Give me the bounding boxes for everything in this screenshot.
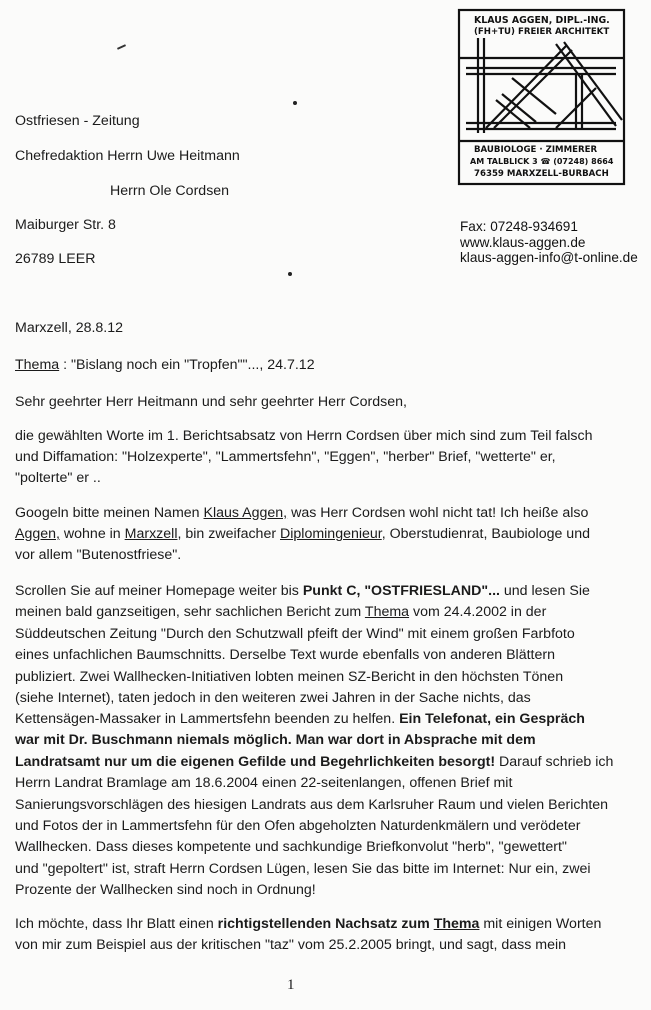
text: , bin zweifacher (177, 526, 280, 542)
underlined-text: Marxzell (124, 526, 178, 542)
recipient-line: 26789 LEER (15, 251, 96, 267)
scan-dot (288, 272, 292, 276)
logo-name: KLAUS AGGEN, DIPL.-ING. (474, 15, 610, 26)
fax-number: Fax: 07248-934691 (460, 219, 578, 234)
paragraph-line: vor allem "Butenostfriese". (15, 547, 182, 563)
page-number: 1 (287, 977, 295, 993)
paragraph-line: Prozente der Wallhecken sind noch in Ordnung! (15, 882, 316, 898)
paragraph-line: eines unfachlichen Baumschnitts. Derselbe Text wurde ebenfalls von anderen Blättern (15, 647, 555, 663)
subject-label: Thema (15, 357, 60, 373)
paragraph-line (15, 581, 590, 603)
paragraph-line: publiziert. Zwei Wallhecken-Initiativen lobten meinen SZ-Bericht in den höchsten Tönen (15, 669, 564, 685)
website: www.klaus-aggen.de (460, 235, 586, 250)
text: was Herr Cordsen wohl nicht tat! Ich heiße also (287, 505, 589, 521)
paragraph-line: war mit Dr. Buschmann niemals möglich. Man war dort in Absprache mit dem (15, 732, 536, 748)
place-date: Marxzell, 28.8.12 (15, 320, 124, 336)
logo-address: AM TALBLICK 3 ☎ (07248) 8664 (470, 157, 614, 166)
recipient-line: Ostfriesen - Zeitung (15, 113, 140, 129)
bold-text: Landratsamt nur um die eigenen Gefilde und Begehrlichkeiten besorgt! (15, 754, 496, 770)
paragraph-line: Süddeutschen Zeitung "Durch den Schutzwall pfeift der Wind" mit einem großen Farbfoto (15, 626, 575, 642)
paragraph-line (15, 914, 601, 936)
text: Scrollen Sie auf meiner Homepage weiter bis (15, 583, 303, 599)
salutation: Sehr geehrter Herr Heitmann und sehr geehrter Herr Cordsen, (15, 394, 407, 410)
paragraph-line (15, 709, 585, 731)
paragraph-line (15, 503, 588, 525)
paragraph-line: von mir zum Beispiel aus der kritischen "taz" vom 25.2.2005 bringt, und sagt, dass mein (15, 937, 567, 953)
bold-text: Ein Telefonat, ein Gespräch (399, 711, 585, 727)
bold-text: richtigstellenden Nachsatz zum (217, 916, 434, 932)
text: mit einigen Worten (479, 916, 602, 932)
underlined-text: Thema (364, 604, 410, 620)
recipient-line: Herrn Ole Cordsen (110, 183, 230, 199)
underlined-text: Aggen, (15, 526, 60, 542)
paragraph-line: "polterte" er .. (15, 470, 101, 486)
paragraph-line (15, 524, 590, 546)
paragraph-line: Herrn Landrat Bramlage am 18.6.2004 einen 22-seitenlangen, offenen Brief mit (15, 775, 513, 791)
underlined-bold-text: Thema (433, 916, 480, 932)
text: Ich möchte, dass Ihr Blatt einen (15, 916, 218, 932)
subject-text: : "Bislang noch ein "Tropfen""..., 24.7.12 (59, 357, 315, 373)
logo-title: (FH+TU) FREIER ARCHITEKT (474, 27, 610, 37)
paragraph-line: (siehe Internet), taten jedoch in den weiteren zwei Jahren in der Sache nichts, das (15, 690, 531, 706)
paragraph-line: Wallhecken. Dass dieses kompetente und sachkundige Briefkonvolut "herb", "gewettert" (15, 839, 567, 855)
text: meinen bald ganzseitigen, sehr sachlichen Bericht zum (15, 604, 365, 620)
paragraph-line: und Fotos der in Lammertsfehn für den Ofen abgeholzten Naturdenkmälern und verödeter (15, 818, 581, 834)
text: vom 24.4.2002 in der (409, 604, 547, 620)
paragraph-line (15, 602, 546, 624)
logo-city: 76359 MARXZELL-BURBACH (474, 169, 609, 179)
name-link: Klaus Aggen, (203, 505, 288, 521)
text: wohne in (59, 526, 125, 542)
paragraph-line (15, 752, 613, 774)
paragraph-line: Sanierungsvorschlägen des hiesigen Landrats aus dem Karlsruher Raum und vielen Berichten (15, 797, 609, 813)
bold-text: Punkt C, "OSTFRIESLAND"... (302, 583, 500, 599)
recipient-line: Maiburger Str. 8 (15, 217, 116, 233)
logo-profession: BAUBIOLOGE · ZIMMERER (474, 145, 598, 155)
text: , Oberstudienrat, Baubiologe und (381, 526, 590, 542)
scan-mark (117, 44, 126, 50)
text: Googeln bitte meinen Namen (15, 505, 204, 521)
paragraph-line: und Diffamation: "Holzexperte", "Lammertsfehn", "Eggen", "herber" Brief, "wetterte" er, (15, 449, 556, 465)
paragraph-line: und "gepoltert" ist, straft Herrn Cordsen Lügen, lesen Sie das bitte im Internet: Nur ein, zwei (15, 861, 591, 877)
scan-dot (293, 101, 297, 105)
recipient-line: Chefredaktion Herrn Uwe Heitmann (15, 148, 240, 164)
underlined-text: Diplomingenieur (280, 526, 382, 542)
paragraph-line: die gewählten Worte im 1. Berichtsabsatz von Herrn Cordsen über mich sind zum Teil falsch (15, 428, 593, 444)
subject-line (15, 355, 315, 377)
text: Darauf schrieb ich (495, 754, 614, 770)
email: klaus-aggen-info@t-online.de (460, 250, 638, 265)
architect-logo (456, 8, 628, 188)
text: Kettensägen-Massaker in Lammertsfehn beenden zu helfen. (15, 711, 400, 727)
text: und lesen Sie (499, 583, 590, 599)
